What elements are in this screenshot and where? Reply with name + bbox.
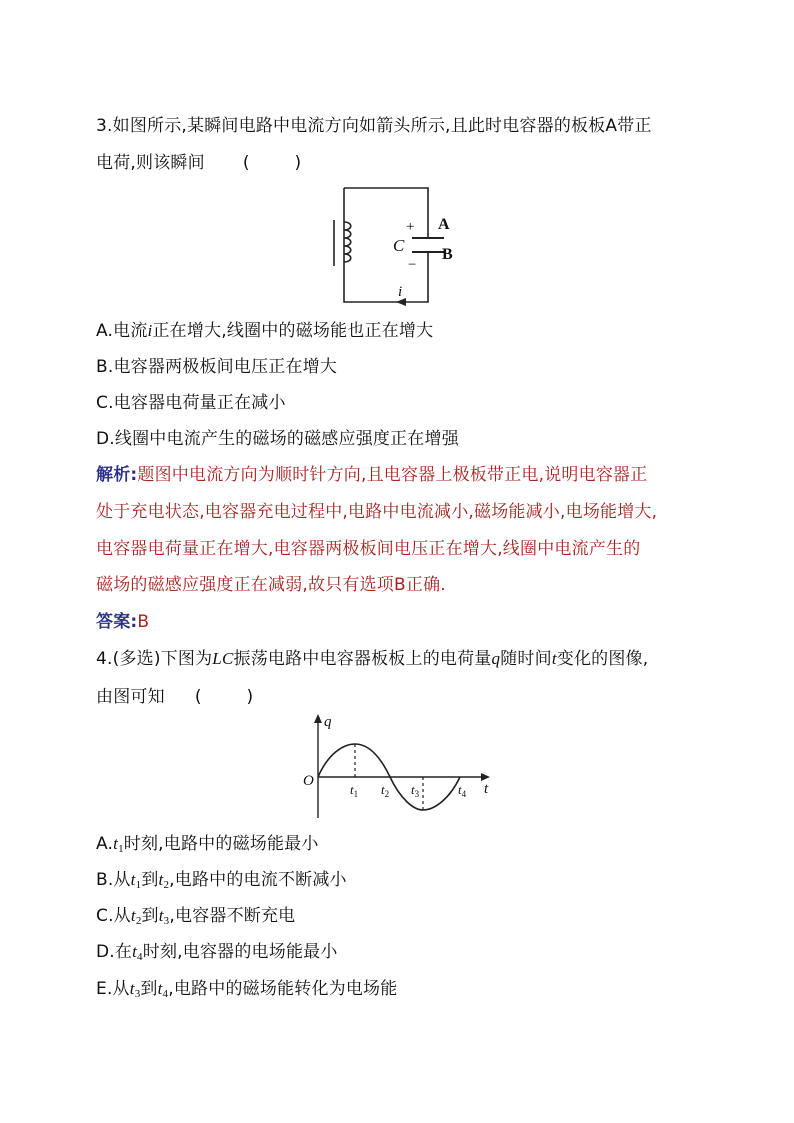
q4-option-d: D.在$t_4$时刻,电容器的电场能最小 (96, 942, 338, 963)
answer-label: 答案: (96, 612, 138, 632)
q3-answer-blank: ( ) (242, 153, 302, 173)
inductor-coil (344, 222, 351, 262)
q3-analysis-line3: 电容器电荷量正在增大,电容器两极板间电压正在增大,线圈中电流产生的 (96, 539, 641, 559)
circuit-wire-right-top (344, 188, 428, 234)
q3-option-c: C.电容器电荷量正在减小 (96, 393, 286, 413)
q4-stem-line2: 由图可知 ( ) (96, 687, 254, 707)
tick-label-t1: $t_1$ (350, 782, 359, 799)
q3-stem-line1: 3.如图所示,某瞬间电路中电流方向如箭头所示,且此时电容器的板板A带正 (96, 116, 652, 136)
y-axis-label: q (324, 714, 332, 730)
q4-option-c: C.从$t_2$到$t_3$,电容器不断充电 (96, 906, 296, 927)
q4-option-e: E.从$t_3$到$t_4$,电路中的磁场能转化为电场能 (96, 979, 398, 1000)
q3-analysis-line4: 磁场的磁感应强度正在减弱,故只有选项B正确. (96, 575, 446, 595)
lc-circuit-diagram (320, 178, 480, 313)
x-axis-label: t (484, 781, 489, 797)
q3-option-d: D.线圈中电流产生的磁场的磁感应强度正在增强 (96, 429, 459, 449)
plus-sign: + (406, 219, 415, 235)
q3-option-a: A.电流i正在增大,线圈中的磁场能也正在增大 (96, 321, 434, 341)
tick-label-t4: $t_4$ (458, 782, 467, 799)
minus-sign: − (408, 257, 417, 273)
plate-b-label: B (442, 246, 453, 263)
q4-stem-line1: 4.(多选)下图为LC振荡电路中电容器板板上的电荷量q随时间t变化的图像, (96, 649, 649, 669)
circuit-wire-left-bottom (344, 188, 428, 302)
y-axis-arrow-icon (314, 714, 322, 723)
q3-option-b: B.电容器两极板间电压正在增大 (96, 357, 338, 377)
q3-stem-line2: 电荷,则该瞬间 ( ) (96, 153, 302, 173)
tick-label-t2: $t_2$ (381, 782, 390, 799)
plate-a-label: A (438, 216, 450, 233)
q3-analysis-line1: 解析:题图中电流方向为顺时针方向,且电容器上极板带正电,说明电容器正 (96, 465, 648, 485)
q4-option-a: $A.t_1$时刻,电路中的磁场能最小 (96, 834, 319, 855)
analysis-label: 解析: (96, 465, 138, 485)
q3-analysis-line2: 处于充电状态,电容器充电过程中,电路中电流减小,磁场能减小,电场能增大, (96, 502, 658, 522)
q4-option-b: B.从$t_1$到$t_2$,电路中的电流不断减小 (96, 870, 347, 891)
x-axis-arrow-icon (481, 773, 490, 781)
answer-value: B (137, 612, 150, 632)
origin-label: O (303, 773, 314, 789)
current-label: i (398, 284, 403, 300)
q4-answer-blank: ( ) (194, 687, 254, 707)
q-t-graph (298, 712, 498, 824)
q3-answer (96, 611, 149, 633)
capacitor-label: C (393, 236, 405, 255)
tick-label-t3: $t_3$ (411, 782, 420, 799)
